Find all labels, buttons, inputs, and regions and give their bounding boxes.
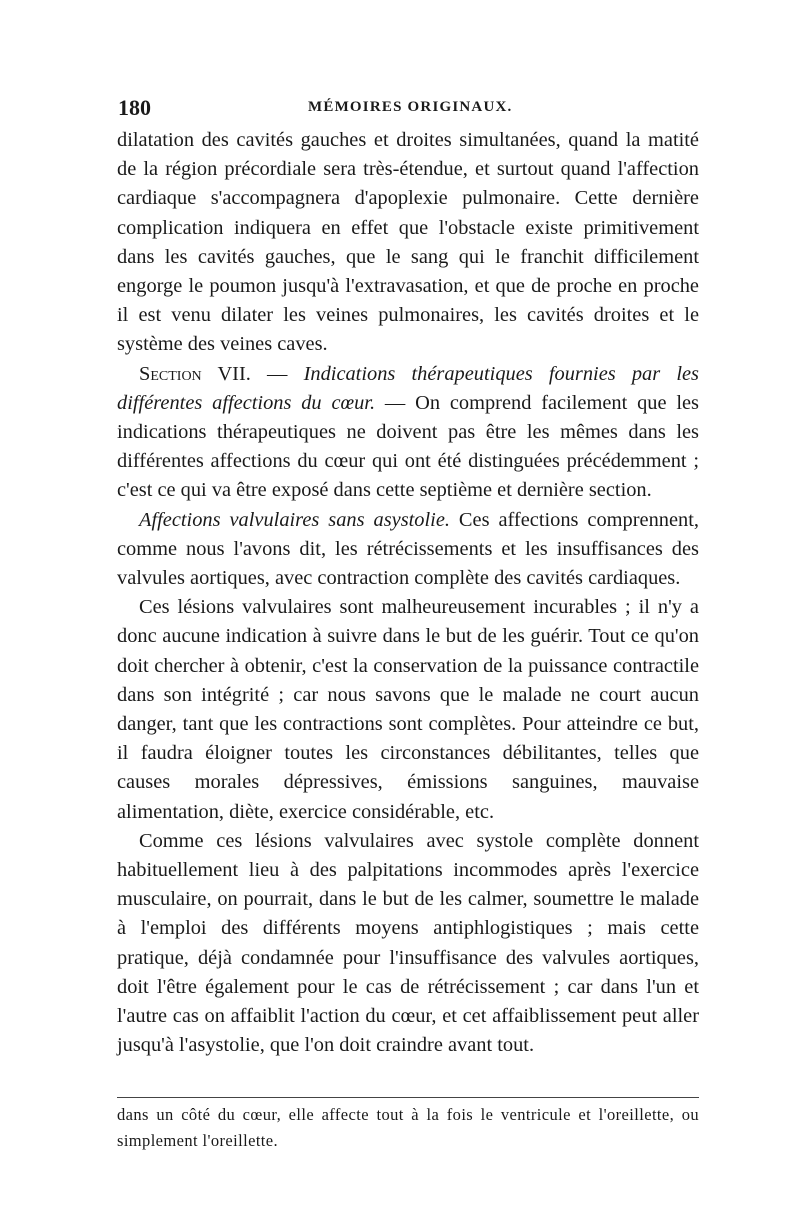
section-dash: — — [250, 362, 304, 385]
paragraph-text: Comme ces lésions valvulaires avec systole complète donnent habituellement lieu à des palpitations incommodes après l'exercice musculaire, on pourrait, dans le but de les calmer, soumettre le malade à l'emploi des différents moyens antiphlogistiques ; mais cette pratique, déjà condamnée pour l'insuffisance des valvules aortiques, doit l'être également pour le cas de rétrécissement ; car dans l'un et l'autre cas on affaiblit l'action du cœur, et cet affaiblissement peut aller jusqu'à l'asystolie, que l'on doit craindre avant tout. — [117, 829, 699, 1057]
paragraph-continuation — [117, 126, 699, 360]
paragraph-section-heading — [117, 360, 699, 506]
paragraph-lead-title: Affections valvulaires sans asystolie. — [139, 508, 450, 531]
page-header — [118, 95, 698, 125]
section-title: Indications thérapeutiques fournies par les différentes affections du cœur. — [117, 362, 699, 414]
paragraph-text: — On comprend facilement que les indications thérapeutiques ne doivent pas être les mêmes dans les différentes affections du cœur qui ont été distinguées précédemment ; c'est ce qui va être exposé dans cette septième et dernière section. — [117, 391, 699, 502]
paragraph-lesions — [117, 593, 699, 827]
footnote — [117, 1102, 699, 1154]
section-label: Section VII. — [139, 362, 251, 385]
footnote-divider — [117, 1097, 699, 1098]
paragraph-text: Ces lésions valvulaires sont malheureusement incurables ; il n'y a donc aucune indication à suivre dans le but de les guérir. Tout ce qu'on doit chercher à obtenir, c'est la conservation de la puissance contractile dans son intégrité ; car nous savons que le malade ne court aucun danger, tant que les contractions sont complètes. Pour atteindre ce but, il faudra éloigner toutes les circonstances débilitantes, telles que causes morales dépressives, émissions sanguines, mauvaise alimentation, diète, exercice considérable, etc. — [117, 596, 699, 823]
paragraph-text: Ces affections comprennent, comme nous l'avons dit, les rétrécissements et les insuffisances des valvules aortiques, avec contraction complète des cavités cardiaques. — [117, 508, 699, 590]
body-text — [117, 126, 699, 1061]
running-title: MÉMOIRES ORIGINAUX. — [308, 99, 513, 115]
paragraph-affections — [117, 506, 699, 594]
footnote-text: dans un côté du cœur, elle affecte tout à la fois le ventricule et l'oreillette, ou simplement l'oreillette. — [117, 1105, 699, 1150]
paragraph-text: dilatation des cavités gauches et droites simultanées, quand la matité de la région précordiale sera très-étendue, et surtout quand l'affection cardiaque s'accompagnera d'apoplexie pulmonaire. Cette dernière complication indiquera en effet que l'obstacle existe primitivement dans les cavités gauches, que le sang qui le franchit difficilement engorge le poumon jusqu'à l'extravasation, et que de proche en proche il est venu dilater les veines pulmonaires, les cavités droites et le système des veines caves. — [117, 129, 699, 356]
page-number: 180 — [118, 95, 151, 120]
paragraph-systole — [117, 827, 699, 1061]
